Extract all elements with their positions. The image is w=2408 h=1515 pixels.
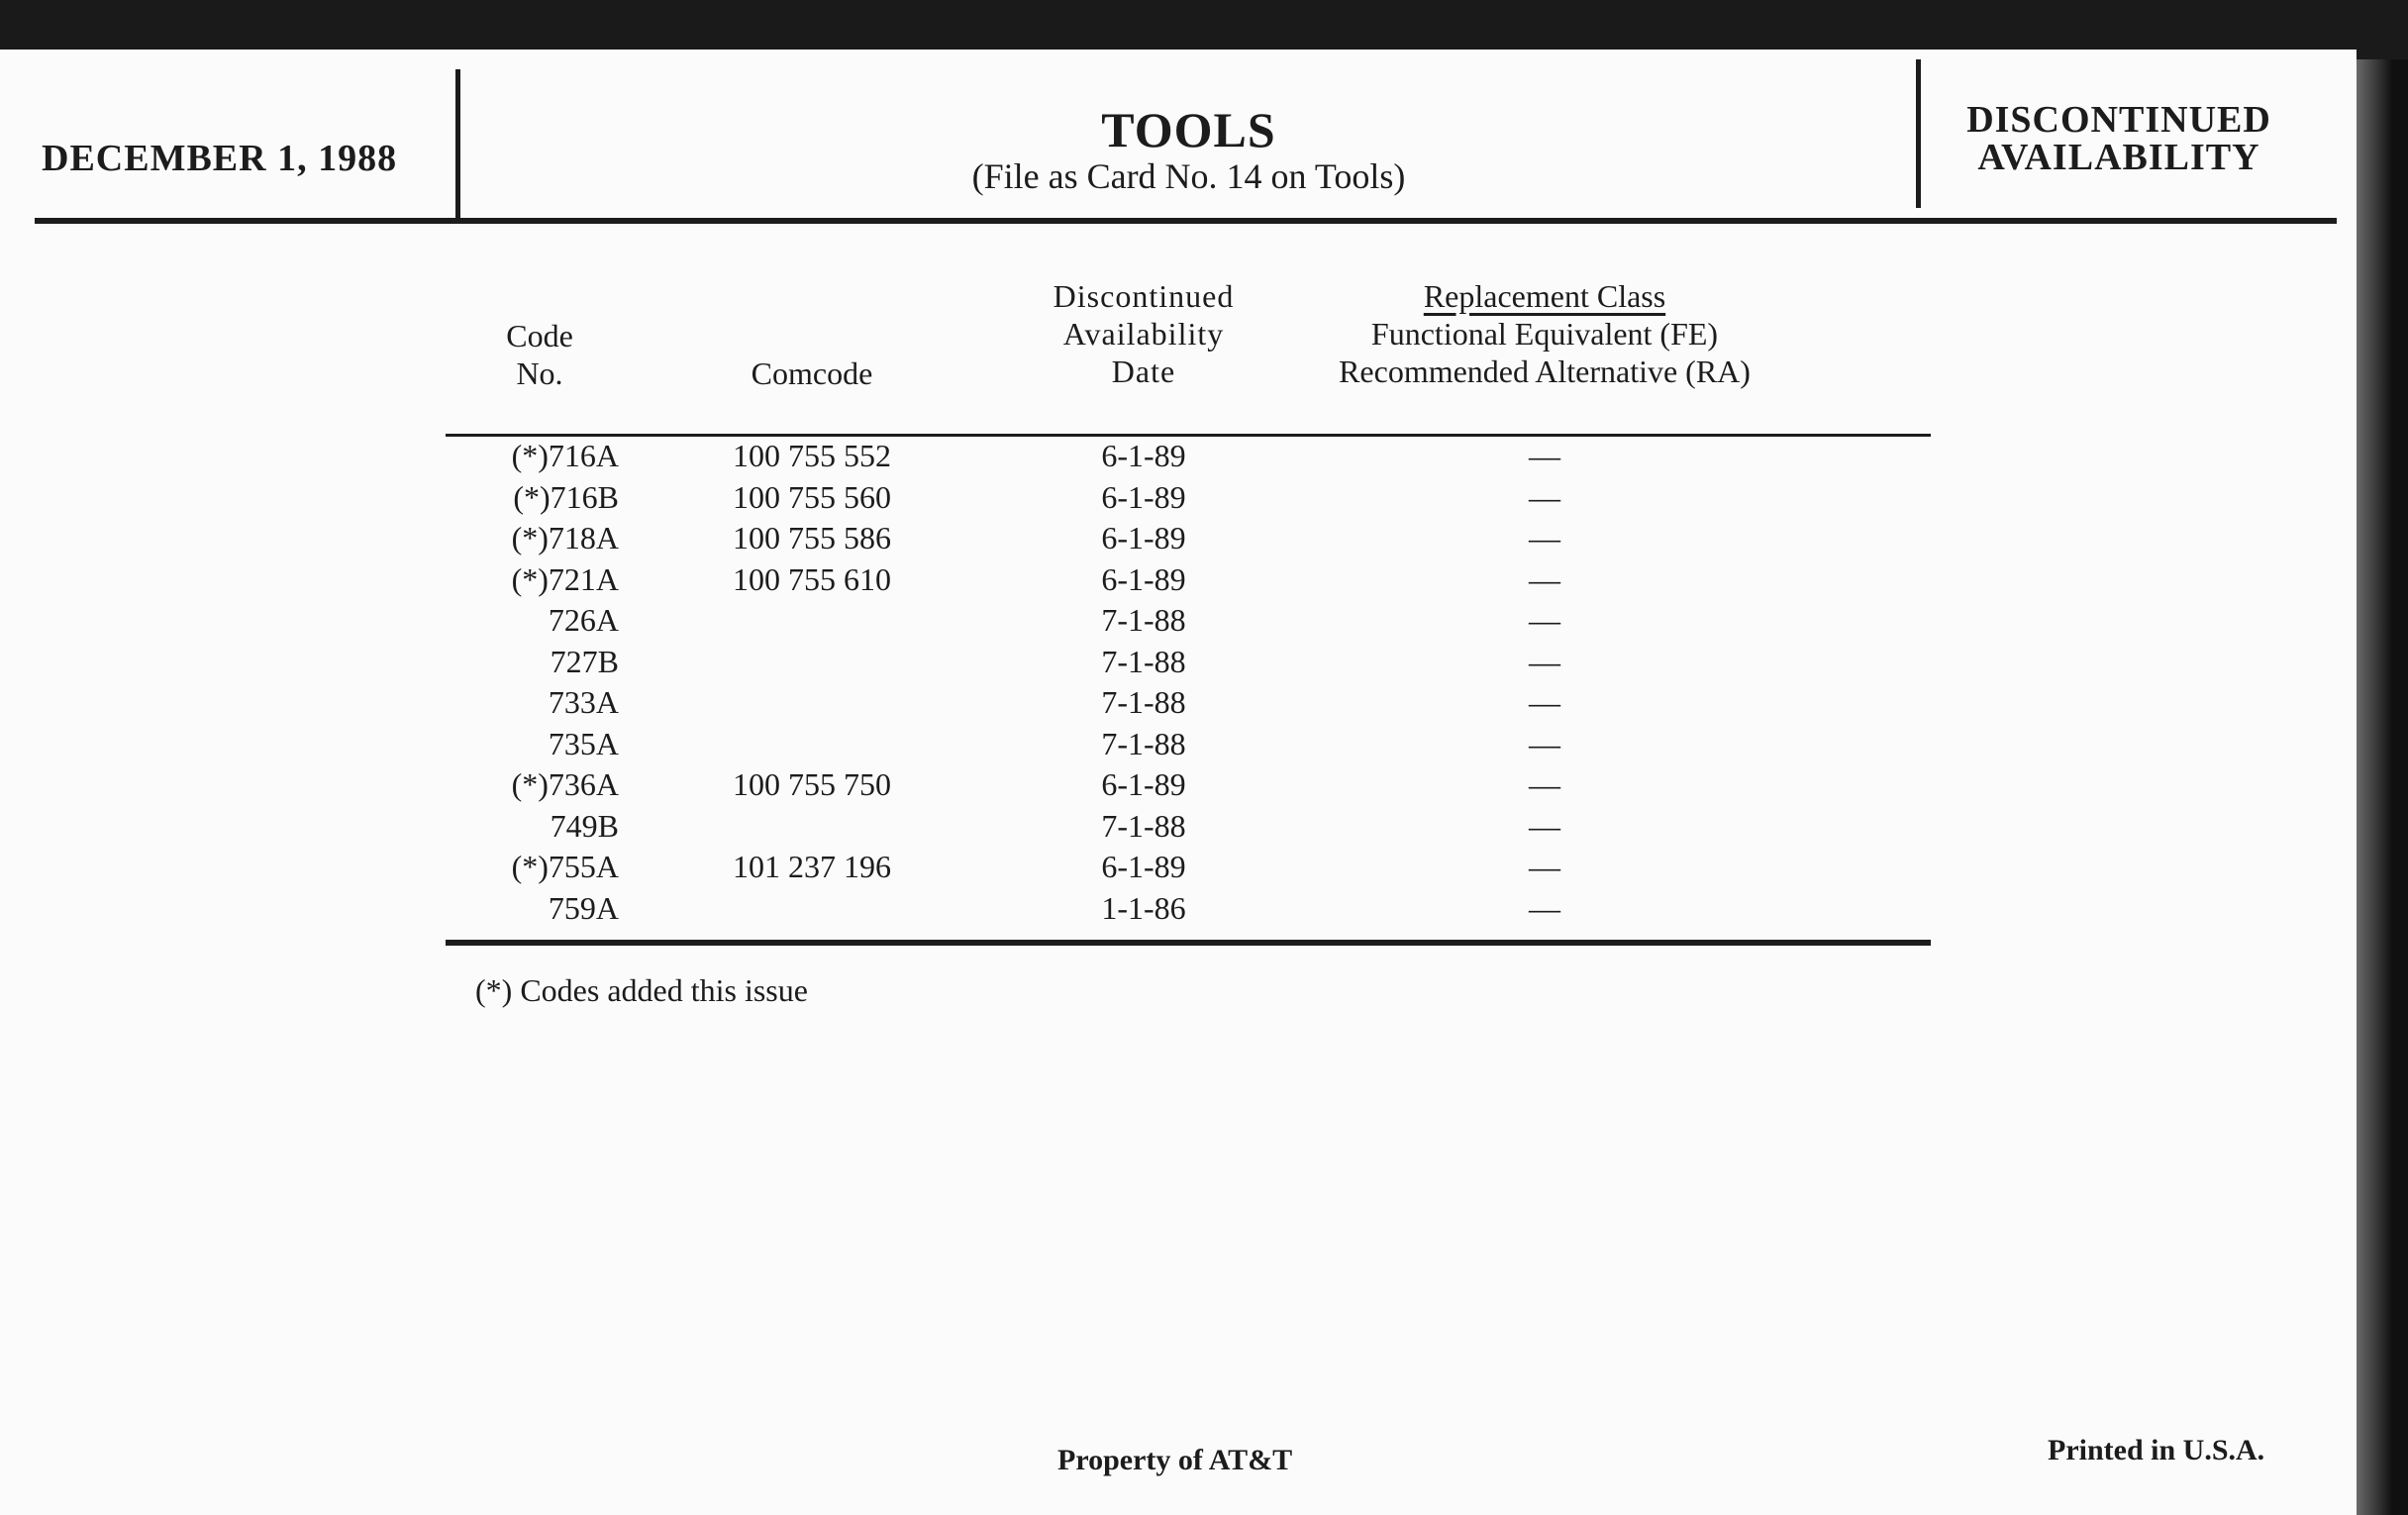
header-rule <box>35 218 2337 224</box>
cell-code: (*)755A <box>511 849 619 884</box>
table-footer-rule <box>446 940 1931 946</box>
cell-replacement: — <box>1529 889 1560 926</box>
column-header-date <box>1010 277 1277 390</box>
cell-date: 6-1-89 <box>1101 478 1186 515</box>
cell-replacement: — <box>1529 725 1560 761</box>
table-row <box>446 436 1931 477</box>
header-title-block <box>461 103 1916 196</box>
header-divider-left <box>455 69 460 218</box>
cell-code: (*)718A <box>511 520 619 556</box>
cell-date: 7-1-88 <box>1101 602 1186 638</box>
cell-replacement: — <box>1529 766 1560 802</box>
cell-replacement: — <box>1529 849 1560 884</box>
cell-replacement: — <box>1529 807 1560 844</box>
table-row <box>446 559 1931 601</box>
table-row <box>446 847 1931 888</box>
cell-code: (*)736A <box>511 766 619 802</box>
cell-replacement: — <box>1529 643 1560 679</box>
table-row <box>446 518 1931 559</box>
cell-comcode: 101 237 196 <box>733 849 891 884</box>
footer-printed: Printed in U.S.A. <box>2048 1434 2265 1466</box>
column-header-code-line: Code <box>506 318 573 354</box>
cell-comcode: 100 755 750 <box>733 766 891 802</box>
table-row <box>446 724 1931 765</box>
cell-replacement: — <box>1529 438 1560 473</box>
cell-code: 749B <box>550 807 619 844</box>
cell-code: (*)721A <box>511 560 619 597</box>
column-header-replacement-line: Recommended Alternative (RA) <box>1339 354 1751 389</box>
column-header-comcode <box>693 354 931 392</box>
column-header-date-line: Availability <box>1062 316 1225 352</box>
column-header-replacement-line: Replacement Class <box>1423 278 1666 314</box>
cell-comcode: 100 755 552 <box>733 438 891 473</box>
document-card <box>0 50 2357 1515</box>
cell-replacement: — <box>1529 602 1560 638</box>
cell-replacement: — <box>1529 560 1560 597</box>
column-header-comcode-line: Comcode <box>751 355 873 391</box>
table-row <box>446 642 1931 683</box>
cell-replacement: — <box>1529 520 1560 556</box>
cell-date: 7-1-88 <box>1101 684 1186 720</box>
cell-code: (*)716B <box>513 478 619 515</box>
page-title: TOOLS <box>1101 102 1276 157</box>
cell-code: 735A <box>548 725 619 761</box>
cell-date: 6-1-89 <box>1101 438 1186 473</box>
cell-code: 727B <box>550 643 619 679</box>
table-row <box>446 682 1931 724</box>
status-label-line2: AVAILABILITY <box>1977 137 2260 178</box>
column-header-replacement-line: Functional Equivalent (FE) <box>1370 316 1719 352</box>
table-row <box>446 888 1931 930</box>
scan-edge <box>2357 59 2408 1515</box>
cell-date: 7-1-88 <box>1101 643 1186 679</box>
cell-date: 6-1-89 <box>1101 520 1186 556</box>
cell-comcode: 100 755 560 <box>733 478 891 515</box>
cell-date: 6-1-89 <box>1101 849 1186 884</box>
cell-code: 733A <box>548 684 619 720</box>
column-header-date-line: Discontinued <box>1053 278 1235 314</box>
status-label <box>1921 101 2317 176</box>
table-row <box>446 477 1931 519</box>
column-header-date-line: Date <box>1111 354 1176 389</box>
column-header-code-line: No. <box>516 355 563 391</box>
table-row <box>446 600 1931 642</box>
cell-date: 7-1-88 <box>1101 725 1186 761</box>
cell-code: (*)716A <box>511 438 619 473</box>
column-header-replacement <box>1317 277 1772 390</box>
cell-date: 1-1-86 <box>1101 889 1186 926</box>
cell-comcode: 100 755 586 <box>733 520 891 556</box>
footer-property: Property of AT&T <box>1057 1444 1293 1476</box>
table-footnote: (*) Codes added this issue <box>475 972 808 1008</box>
cell-code: 759A <box>548 889 619 926</box>
cell-date: 7-1-88 <box>1101 807 1186 844</box>
status-label-line1: DISCONTINUED <box>1966 99 2271 141</box>
column-header-code <box>470 317 609 392</box>
cell-code: 726A <box>548 602 619 638</box>
table-row <box>446 764 1931 806</box>
cell-date: 6-1-89 <box>1101 766 1186 802</box>
cell-replacement: — <box>1529 684 1560 720</box>
table-row <box>446 806 1931 848</box>
page-subtitle: (File as Card No. 14 on Tools) <box>971 156 1406 196</box>
cell-replacement: — <box>1529 478 1560 515</box>
issue-date: DECEMBER 1, 1988 <box>42 138 398 179</box>
cell-comcode: 100 755 610 <box>733 560 891 597</box>
cell-date: 6-1-89 <box>1101 560 1186 597</box>
table-body <box>446 436 1931 929</box>
